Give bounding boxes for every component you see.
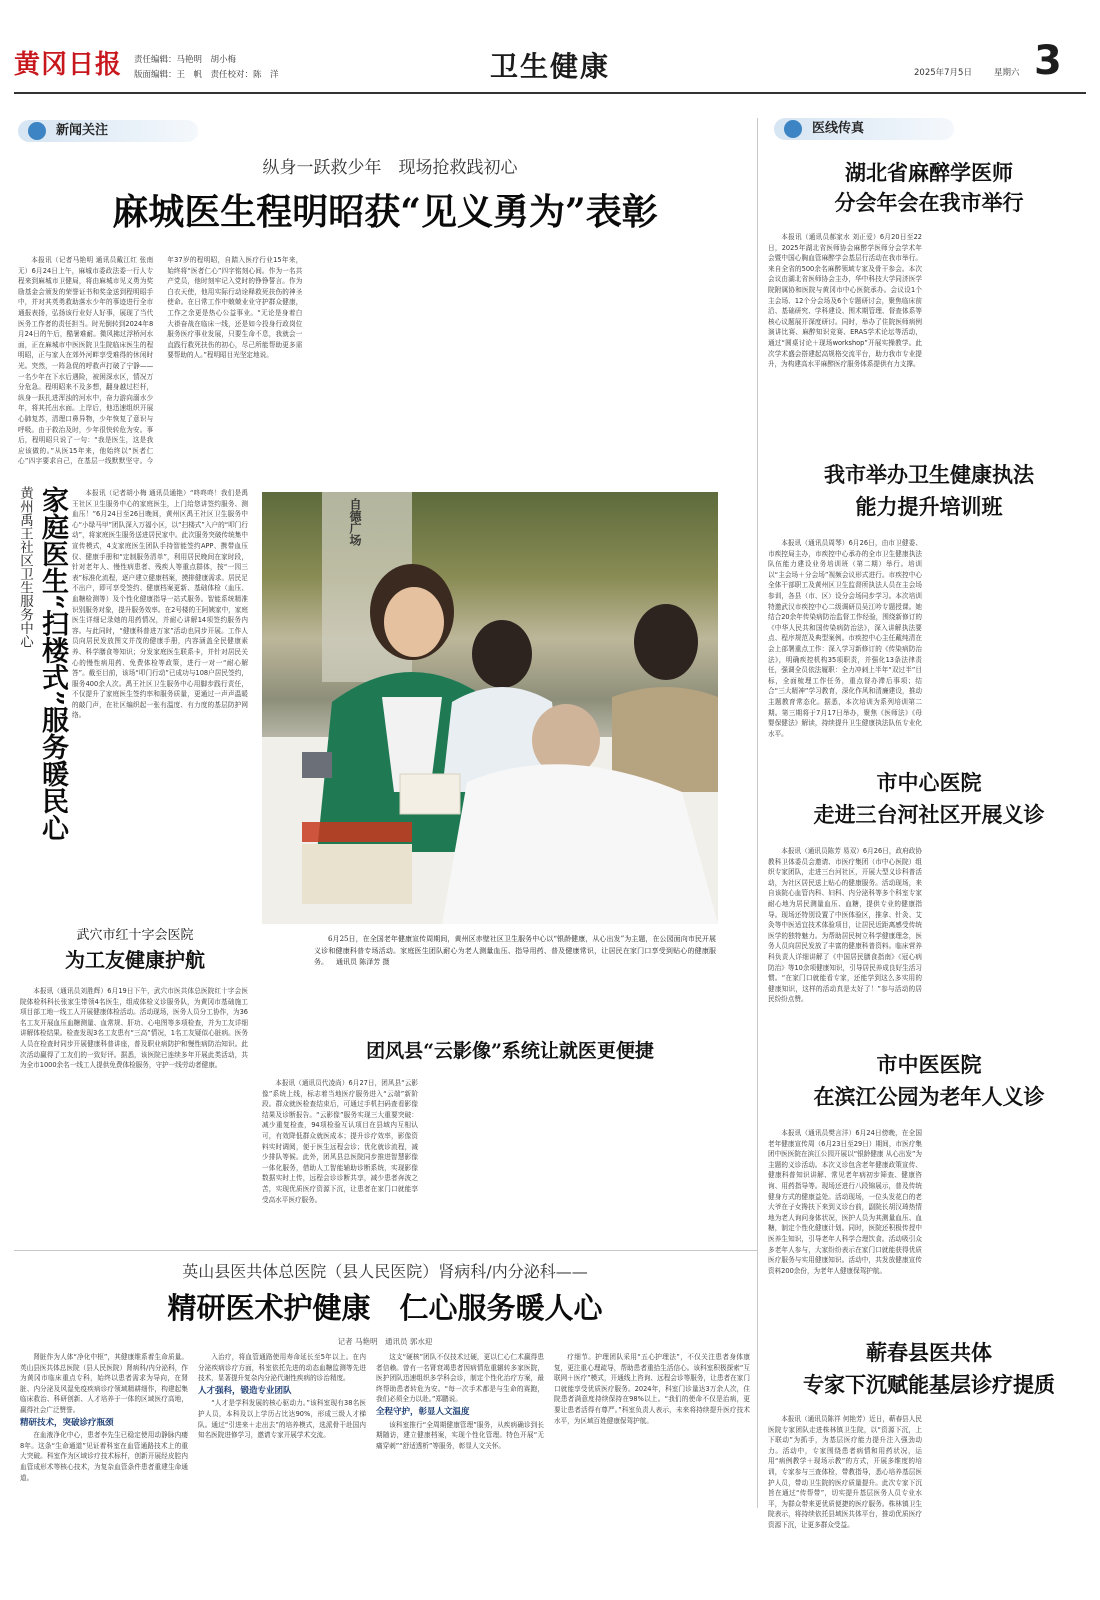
issue-weekday: 星期六 [994, 68, 1020, 78]
rside-a3-title-1: 市中心医院 [876, 770, 982, 795]
photo-scene [262, 492, 718, 924]
feature-subhead-1: 精研技术，突破诊疗瓶颈 [20, 1417, 114, 1428]
masthead-rule [14, 92, 1086, 94]
section-title: 卫生健康 [489, 50, 610, 83]
tag-news-focus: 新闻关注 [18, 120, 198, 142]
lead-body: 本报讯（记者马艳明 通讯员戴江红 张南无）6月24日上午，麻城市委政法委一行人专程来到麻城市卫健局，将由麻城市见义勇为奖励基金会颁发的荣誉证书和奖金送到程明昭手中，并对其英勇救助落水少年的事迹进行全市通报表扬，弘扬该行业好人好事，展现了当代医务工作者的责任担当。时光倒转到2024年8月24日的午后，酷暑难耐。微风拂过浮桥河水面，正在麻城市中医医院卫生院临床医生的程明昭，正与家人在郊外河畔享受难得的休闲时光。突然，一阵急促的呼救声打破了宁静——一名少年在下水后遇险，被困深水区，情况万分危急。程明昭来不及多想，翻身越过栏杆，纵身一跃扎进浑浊的河水中，奋力游向溺水少年，将其托出水面。上岸后，他迅速组织开展心肺复苏，清理口鼻异物，少年恢复了意识与呼吸。由于救治及时，少年很快转危为安。事后，程明昭只说了一句：“我是医生，这是我应该做的。”从医15年来，他始终以“医者仁心”四字要求自己，在基层一线默默坚守。今年37岁的程明昭，自踏入医疗行业15年来，始终将“医者仁心”四字铭刻心间。作为一名共产党员，他时刻牢记入党时的铮铮誓言。作为白衣天使，他用实际行动诠释救死扶伤的神圣使命。在日常工作中兢兢业业守护群众健康，工作之余更是热心公益事业。“无论是身着白大褂奋战在临床一线，还是如今投身行政岗位服务医疗事业发展，只要生命不息，我就会一直践行救死扶伤的初心，尽己所能帮助更多需要帮助的人。”程明昭目光坚定地说。 [18, 256, 303, 466]
editor-line-2: 版面编辑：王 帆 责任校对：陈 洋 [134, 70, 279, 80]
issue-date: 2025年7月5日 [914, 68, 972, 78]
leaf-icon [784, 120, 802, 138]
rside-a2-title-1: 我市举办卫生健康执法 [824, 462, 1034, 487]
tag-medical-news: 医线传真 [774, 118, 954, 140]
rside-a1-title-2: 分会年会在我市举行 [834, 190, 1024, 215]
search-icon [28, 122, 46, 140]
photo-credit: 通讯员 陈泽芳 摄 [336, 958, 390, 966]
feature-byline: 记者 马艳明 通讯员 郭水迎 [337, 1337, 433, 1346]
rside-a2-body: 本报讯（通讯员周琴）6月26日，由市卫健委、市疾控局主办，市疾控中心承办的全市卫生健康执法队伍能力建设业务培训班（第二期）举行。培训以“主会场＋分会场”视频会议形式进行。市疾控中心全体干部职工及黄州区卫生监督所执法人员在主会场参训，各县（市、区）设分会场同步学习。本次培训特邀武汉市疾控中心二级调研员吴江吟专题授课。她结合20余年传染病防治监督工作经验，围绕新修订的《中华人民共和国传染病防治法》，深入讲解执法要点、程序规范及典型案例。市疾控中心主任戴纯清在会上部署重点工作：深入学习新修订的《传染病防治法》，明确疾控机构35项职责，并强化13条法律责任，强调全员依法履职：全力冲刺上半年“双过半”目标，全面梳理工作任务，重点督办滞后事项；结合“三大精神”学习教育，深化作风和清廉建设，推动主题教育常态化。据悉，本次培训为系列培训第二期。第三期将于7月17日举办，聚焦《医师法》《母婴保健法》解读，持续提升卫生健康执法队伍专业化水平。 [768, 539, 922, 738]
feature-headline: 精研医术护健康 仁心服务暖人心 [167, 1291, 603, 1325]
rside-a5-body: 本报讯（通讯员陈祥 何艳芳）近日，蕲春县人民医院专家团队走进株林镇卫生院，以“资源下沉，上下联动”为抓手，为基层医疗能力提升注入强劲动力。活动中，专家围绕患者病情和用药状况，运用“病例教学＋现场示教”的方式，开展多维度的培训，专家参与三查体检，带教指导，悉心培养基层医护人员，带动卫生院的医疗质量提升。此次专家下沉旨在通过“传帮带”，切实提升基层医务人员专业水平，为群众带来更优质便捷的医疗服务。株林镇卫生院表示，将持续依托县域医共体平台，推动优质医疗资源下沉，让更多群众受益。 [768, 1415, 922, 1529]
wuxue-body: 本报讯（通讯员刘胜辉）6月19日下午，武穴市医共体总医院红十字会医院体检科科长张家生带领4名医生，组成体检义诊服务队，为黄冈市基础施工项目部工地一线工人开展健康体检活动。活动现场，医务人员分工协作，为36名工友开展血压血糖测量、血常规、肝功、心电图等多项检查，并为工友详细讲解体检结果。检查发现3名工友患有“三高”情况，1名工友疑似心脏病。医务人员在检查时同步开展健康科普讲座，普及职业病防护和慢性病防治知识。此次活动赢得了工友们的一致好评。据悉，该医院已连续多年开展此类活动，共为全市1000余名一线工人提供免费体检服务，守护一线劳动者健康。 [20, 987, 248, 1070]
feature-col-1: 肾脏作为人体“净化中枢”，其健康维系着生命质量。英山县医共体总医院（县人民医院）肾病科/内分泌科，作为黄冈市临床重点专科，始终以患者需求为导向，在肾脏、内分泌及风湿免疫疾病诊疗领域精耕细作，构建起集临床救治、科研创新、人才培养于一体的区域医疗高地，赢得社会广泛赞誉。 精研技术，突破诊疗瓶颈 在血液净化中心，患者李先生已稳定使用动静脉内瘘8年。这条“生命通道”见证着科室在血管通路技术上的重大突破。科室作为区域诊疗技术标杆，创新开展经皮腔内血管成形术等核心技术，为复杂血管条件患者重建生命通道。 [20, 1353, 188, 1482]
lead-headline: 麻城医生程明昭获“见义勇为”表彰 [112, 191, 658, 233]
photo-caption: 6月25日，在全国老年健康宣传周期间，黄州区赤壁社区卫生服务中心以“银龄健康，从心出发”为主题，在公园面向市民开展义诊和健康科普专场活动。家庭医生团队耐心为老人测量血压、指导用药、普及健康常识，让居民在家门口享受到贴心的健康服务。 通讯员 陈泽芳 摄 [314, 935, 716, 966]
editor-line-1: 责任编辑：马艳明 胡小梅 [134, 55, 237, 65]
cloud-imaging-body: 本报讯（通讯员代凌尚）6月27日，团风县“云影像”系统上线，标志着当地医疗服务进入“云端”新阶段。群众就医检查结束后，可通过手机扫码查看影像结果及诊断报告。“云影像”服务实现三大重要突破：减少重复检查，94项检验互认项目在县域内互相认可，有效降低群众就医成本；提升诊疗效率，影像资料实时调阅，便于医生远程会诊；优化就诊流程，减少排队等候。此外，团风县总医院同步推进智慧影像一体化服务，借助人工智能辅助诊断系统，实现影像数据实时上传，远程会诊诊断共享，减少患者奔波之苦，实现优质医疗资源下沉，让患者在家门口就能享受高水平医疗服务。 [262, 1079, 418, 1204]
rside-a4-title-1: 市中医医院 [876, 1052, 982, 1077]
feature-col-3: 这支“硬核”团队不仅技术过硬，更以仁心仁术赢得患者信赖。曾有一名肾衰竭患者因病情危重辗转多家医院，医护团队迅速组织多学科会诊，制定个性化治疗方案，最终帮助患者转危为安。“每一次手术都是与生命的赛跑，我们必须全力以赴。”郑鹏说。 全程守护，彰显人文温度 该科室推行“全周期健康管理”服务，从疾病确诊到长期随访，建立健康档案，实现个性化管理。特色开展“无痛穿刺”“舒适透析”等服务，彰显人文关怀。 [376, 1353, 544, 1450]
rside-a3-title-2: 走进三台河社区开展义诊 [813, 802, 1045, 827]
feature-col-4: 疗细节。护理团队采用“五心护理法”，不仅关注患者身体康复，更注重心理疏导，帮助患者重拾生活信心。该科室积极探索“互联网＋医疗”模式，开通线上咨询、远程会诊等服务，让患者在家门口就能享受优质医疗服务。2024年，科室门诊量达3万余人次，住院患者满意度持续保持在98%以上。“我们的使命不仅是治病，更要让患者活得有尊严。”科室负责人表示，未来将持续提升医疗技术水平，为区域百姓健康保驾护航。 [554, 1353, 750, 1425]
feature-col-2: 入治疗，将血管通路使用寿命延长至5年以上。在内分泌疾病诊疗方面，科室依托先进的动态血糖监测等先进技术，显著提升复杂内分泌代谢性疾病的诊治精度。 人才强科，锻造专业团队 “人才是学科发展的核心驱动力。”该科室现有38名医护人员，本科及以上学历占比达90%，形成三级人才梯队。通过“引进来＋走出去”的培养模式，选派骨干赴国内知名医院进修学习，邀请专家开展学术交流。 [198, 1353, 366, 1440]
photo-sign: 自德广场 [348, 498, 362, 546]
vertical-headline: 家庭医生“扫楼式”服务暖民心 [37, 486, 68, 842]
vertical-label: 黄州禹王社区卫生服务中心 [17, 486, 33, 648]
rside-a1-body: 本报讯（通讯员郝家水 刘正爱）6月20日至22日，2025年湖北省医师协会麻醉学医师分会学术年会暨中国心胸血管麻醉学会基层行活动在我市举行。来自全省的500余名麻醉领域专家及骨干参会。本次会议由湖北省医师协会主办，华中科技大学同济医学院附属协和医院与黄冈市中心医院承办。会议设1个主会场、12个分会场及6个专题研讨会，聚焦临床前沿、基础研究、学科建设、围术期管理、督查体系等核心议题展开深度研讨。同时，举办了住院医师病例演讲比赛、麻醉知识竞赛、ERAS学术论坛等活动，通过“圆桌讨论＋现场workshop”开展实操教学。此次学术盛会搭建起高规格交流平台，助力我市专业提升，为构建高水平麻醉医疗服务体系提供有力支撑。 [768, 233, 922, 369]
masthead [0, 0, 1100, 100]
feature-subhead-2: 人才强科，锻造专业团队 [198, 1385, 292, 1396]
cloud-imaging-title: 团风县“云影像”系统让就医更便捷 [366, 1040, 654, 1062]
rside-a3-body: 本报讯（通讯员陈芳 易双）6月26日，政府政协教科卫体委员会邀请、市医疗集团（市中心医院）组织专家团队，走进三台河社区，开展大型义诊科普活动，为社区居民送上贴心的健康服务。活动现场，来自该院心血管内科、妇科、内分泌科等多个科室专家耐心地为居民测量血压、血糖，提供专业的健康指导。现场还特别设置了中医体验区，推拿、针灸、艾灸等中医适宜技术体验项目，让居民近距离感受传统医学的独特魅力。为帮助居民树立科学健康理念，医务人员向居民发放了丰富的健康科普资料。临床营养科负责人详细讲解了《中国居民膳食指南》《冠心病防治》等10余项健康知识，引导居民养成良好生活习惯。“在家门口就能看专家，还能学到这么多实用的健康知识，这样的活动真是太好了！”参与活动的居民纷纷点赞。 [768, 847, 922, 1004]
rside-a1-title-1: 湖北省麻醉学医师 [845, 160, 1013, 185]
rside-a5-title-1: 蕲春县医共体 [866, 1340, 992, 1365]
section-divider [14, 1250, 758, 1251]
feature-kicker: 英山县医共体总医院（县人民医院）肾病科/内分泌科—— [182, 1262, 588, 1281]
feature-subhead-3: 全程守护，彰显人文温度 [376, 1406, 470, 1417]
page-number: 3 [1034, 38, 1062, 84]
wuxue-title-2: 为工友健康护航 [65, 948, 205, 972]
vertical-body: 本报讯（记者胡小梅 通讯员通艳）“咚咚咚！我们是禹王社区卫生服务中心的家庭医生，上门给您讲签约服务、测血压！”6月24日至26日晚间，黄州区禹王社区卫生服务中心“小绿马甲”团队深入万福小区，以“扫楼式”入户的“叩门行动”，将家庭医生服务送进居民家中。此次服务突破传统集中宣传模式，4支家庭医生团队手持智能签约APP、携带血压仪、健康手册和“定制服务清单”，利用居民晚间在家时段，针对老年人、慢性病患者、残疾人等重点群体，按“一园三表”标准化流程，逐户建立健康档案，摸排健康需求。居民足不出户，即可享受签约、健康档案更新、基础体检（血压、血糖检测等）及个性化健康指导一站式服务。智能系统精准识别服务对象，提升服务效率。在2号楼的王阿姨家中，家庭医生详细记录她的用药情况，并耐心讲解14项签约服务内容。与此同时，“健康科普进万家”活动也同步开展。工作人员向居民发放图文并茂的健康手册，内容涵盖全民健康素养、科学膳食等知识；分发家庭医生联系卡，并针对居民关心的慢性病用药、免费体检等政策，进行一对一“耐心解答”。截至目前，该场“叩门行动”已成功与108户居民签约，服务400余人次。禹王社区卫生服务中心用脚步践行责任，不仅提升了家庭医生签约率和服务质量，更通过一声声温暖的敲门声，在社区编织起一张有温度、有力度的基层防护网络。 [72, 489, 248, 720]
rside-a4-title-2: 在滨江公园为老年人义诊 [813, 1084, 1045, 1109]
rside-a2-title-2: 能力提升培训班 [855, 494, 1003, 519]
newspaper-logo: 黄冈日报 [14, 50, 123, 80]
news-photo [262, 492, 718, 924]
rside-a4-body: 本报讯（通讯员樊言洋）6月24日傍晚，在全国老年健康宣传周（6月23日至29日）期间，市医疗集团中医医院在滨江公园开展以“银龄健康 从心出发”为主题的义诊活动。本次义诊包含老年健康政策宣传、健康科普知识讲解、常见老年病初步筛查、健康咨询、用药指导等。现场还进行八段锦展示，普及传统健身方式的健康益处。活动现场，一位头发花白的老大爷在子女搀扶下来到义诊台前，副院长胡汉琦热情地为老人询问身体状况，医护人员为其测量血压、血糖，制定个性化健康计划。同时，医院还积极传授中医养生知识，引导老年人科学合理饮食。活动吸引众多老年人参与，大家纷纷表示在家门口就能获得优质医疗服务与实用健康知识。活动中，共发放健康宣传资料200余份，为老年人健康保驾护航。 [768, 1129, 922, 1275]
column-divider [757, 118, 758, 1508]
rside-a5-title-2: 专家下沉赋能基层诊疗提质 [803, 1372, 1055, 1397]
wuxue-title-1: 武穴市红十字会医院 [76, 928, 194, 943]
lead-kicker: 纵身一跃救少年 现场抢救践初心 [262, 158, 518, 178]
